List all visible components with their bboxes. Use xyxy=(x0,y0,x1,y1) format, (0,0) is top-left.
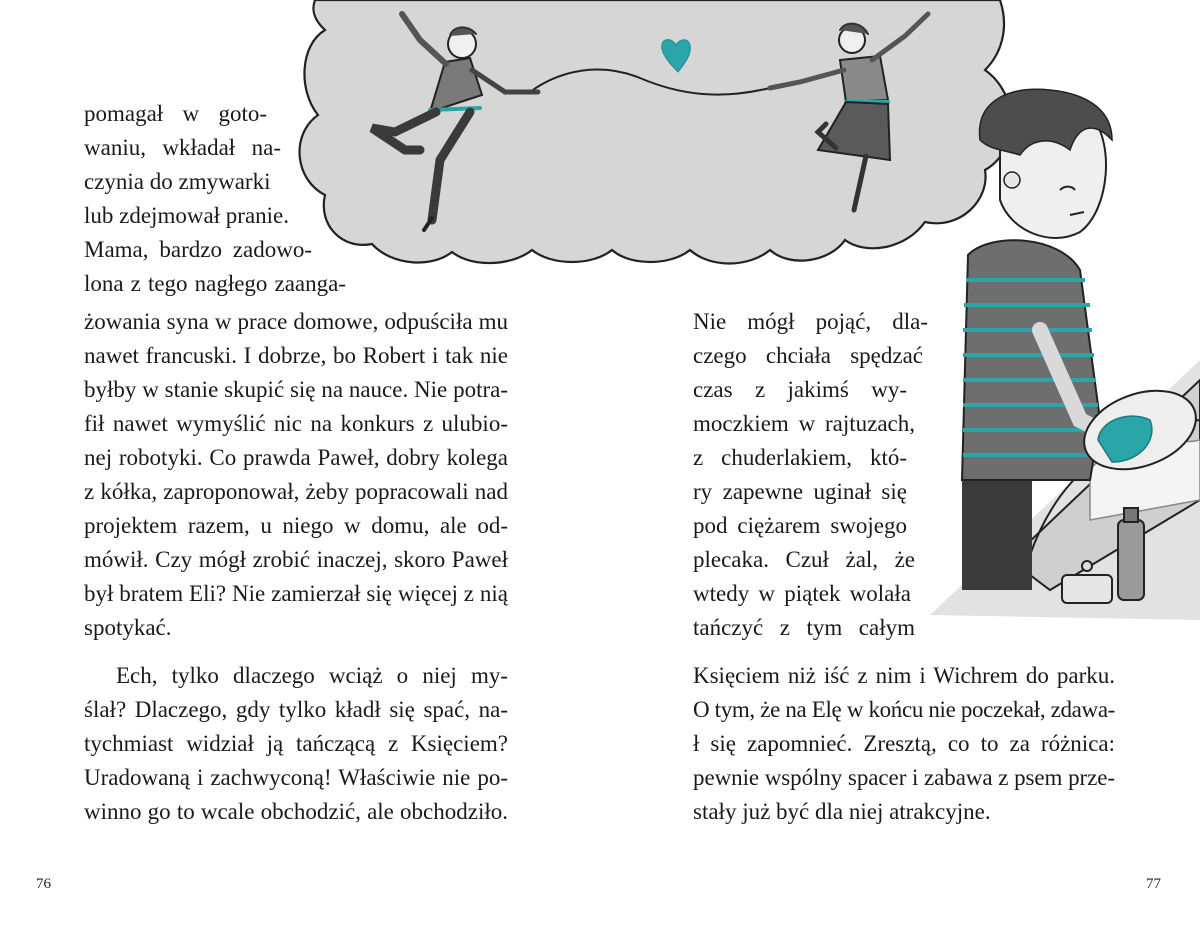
text-line: pomagał w goto- xyxy=(84,101,267,126)
text-line: winno go to wcale obchodzić, ale obchodziło. xyxy=(84,799,508,824)
page-number-left: 76 xyxy=(36,876,51,892)
text-line: nawet francuski. I dobrze, bo Robert i tak nie xyxy=(84,343,508,368)
text-line: Mama, bardzo zadowo- xyxy=(84,237,312,262)
text-line: czas z jakimś wy- xyxy=(693,377,907,402)
text-line: żowania syna w prace domowe, odpuściła mu xyxy=(84,309,508,334)
thought-cloud xyxy=(300,0,1012,264)
text-line: plecaka. Czuł żal, że xyxy=(693,547,915,572)
text-line: Ech, tylko dlaczego wciąż o niej my- xyxy=(116,663,508,688)
text-line: fił nawet wymyślić nic na konkurs z ulubio- xyxy=(84,411,508,436)
text-line: mówił. Czy mógł zrobić inaczej, skoro Paweł xyxy=(84,547,508,572)
text-line: Księciem niż iść z nim i Wichrem do parku. xyxy=(693,663,1115,688)
text-line: tychmiast widział ją tańczącą z Księciem? xyxy=(84,731,508,756)
text-line: czynia do zmywarki xyxy=(84,169,271,194)
text-line: czego chciała spędzać xyxy=(693,343,923,368)
text-line: z kółka, zaproponował, żeby popracowali nad xyxy=(84,479,508,504)
text-line: byłby w stanie skupić się na nauce. Nie potra- xyxy=(84,377,508,402)
text-line: ry zapewne uginał się xyxy=(693,479,907,504)
text-line: wtedy w piątek wolała xyxy=(693,581,911,606)
text-line: moczkiem w rajtuzach, xyxy=(693,411,915,436)
text-line: nej robotyki. Co prawda Paweł, dobry kolega xyxy=(84,445,508,470)
text-line: lub zdejmował pranie. xyxy=(84,203,290,228)
text-line: Uradowaną i zachwyconą! Właściwie nie po- xyxy=(84,765,508,790)
text-line: projektem razem, u niego w domu, ale od- xyxy=(84,513,508,538)
text-line: pod ciężarem swojego xyxy=(693,513,907,538)
page-number-right: 77 xyxy=(1146,876,1161,892)
text-line: Nie mógł pojąć, dla- xyxy=(693,309,928,334)
text-line: lona z tego nagłego zaanga- xyxy=(84,271,346,296)
text-line: waniu, wkładał na- xyxy=(84,135,281,160)
text-line: spotykać. xyxy=(84,615,172,640)
text-line: tańczyć z tym całym xyxy=(693,615,915,640)
text-line: z chuderlakiem, któ- xyxy=(693,445,907,470)
text-line: O tym, że na Elę w końcu nie poczekał, zdawa- xyxy=(693,697,1115,722)
text-line: był bratem Eli? Nie zamierzał się więcej z nią xyxy=(84,581,508,606)
text-line: ł się zapomnieć. Zresztą, co to za różnica: xyxy=(693,731,1115,756)
text-line: stały już być dla niej atrakcyjne. xyxy=(693,799,991,824)
text-line: ślał? Dlaczego, gdy tylko kładł się spać, na- xyxy=(84,697,508,722)
text-line: pewnie wspólny spacer i zabawa z psem prze- xyxy=(693,765,1115,790)
